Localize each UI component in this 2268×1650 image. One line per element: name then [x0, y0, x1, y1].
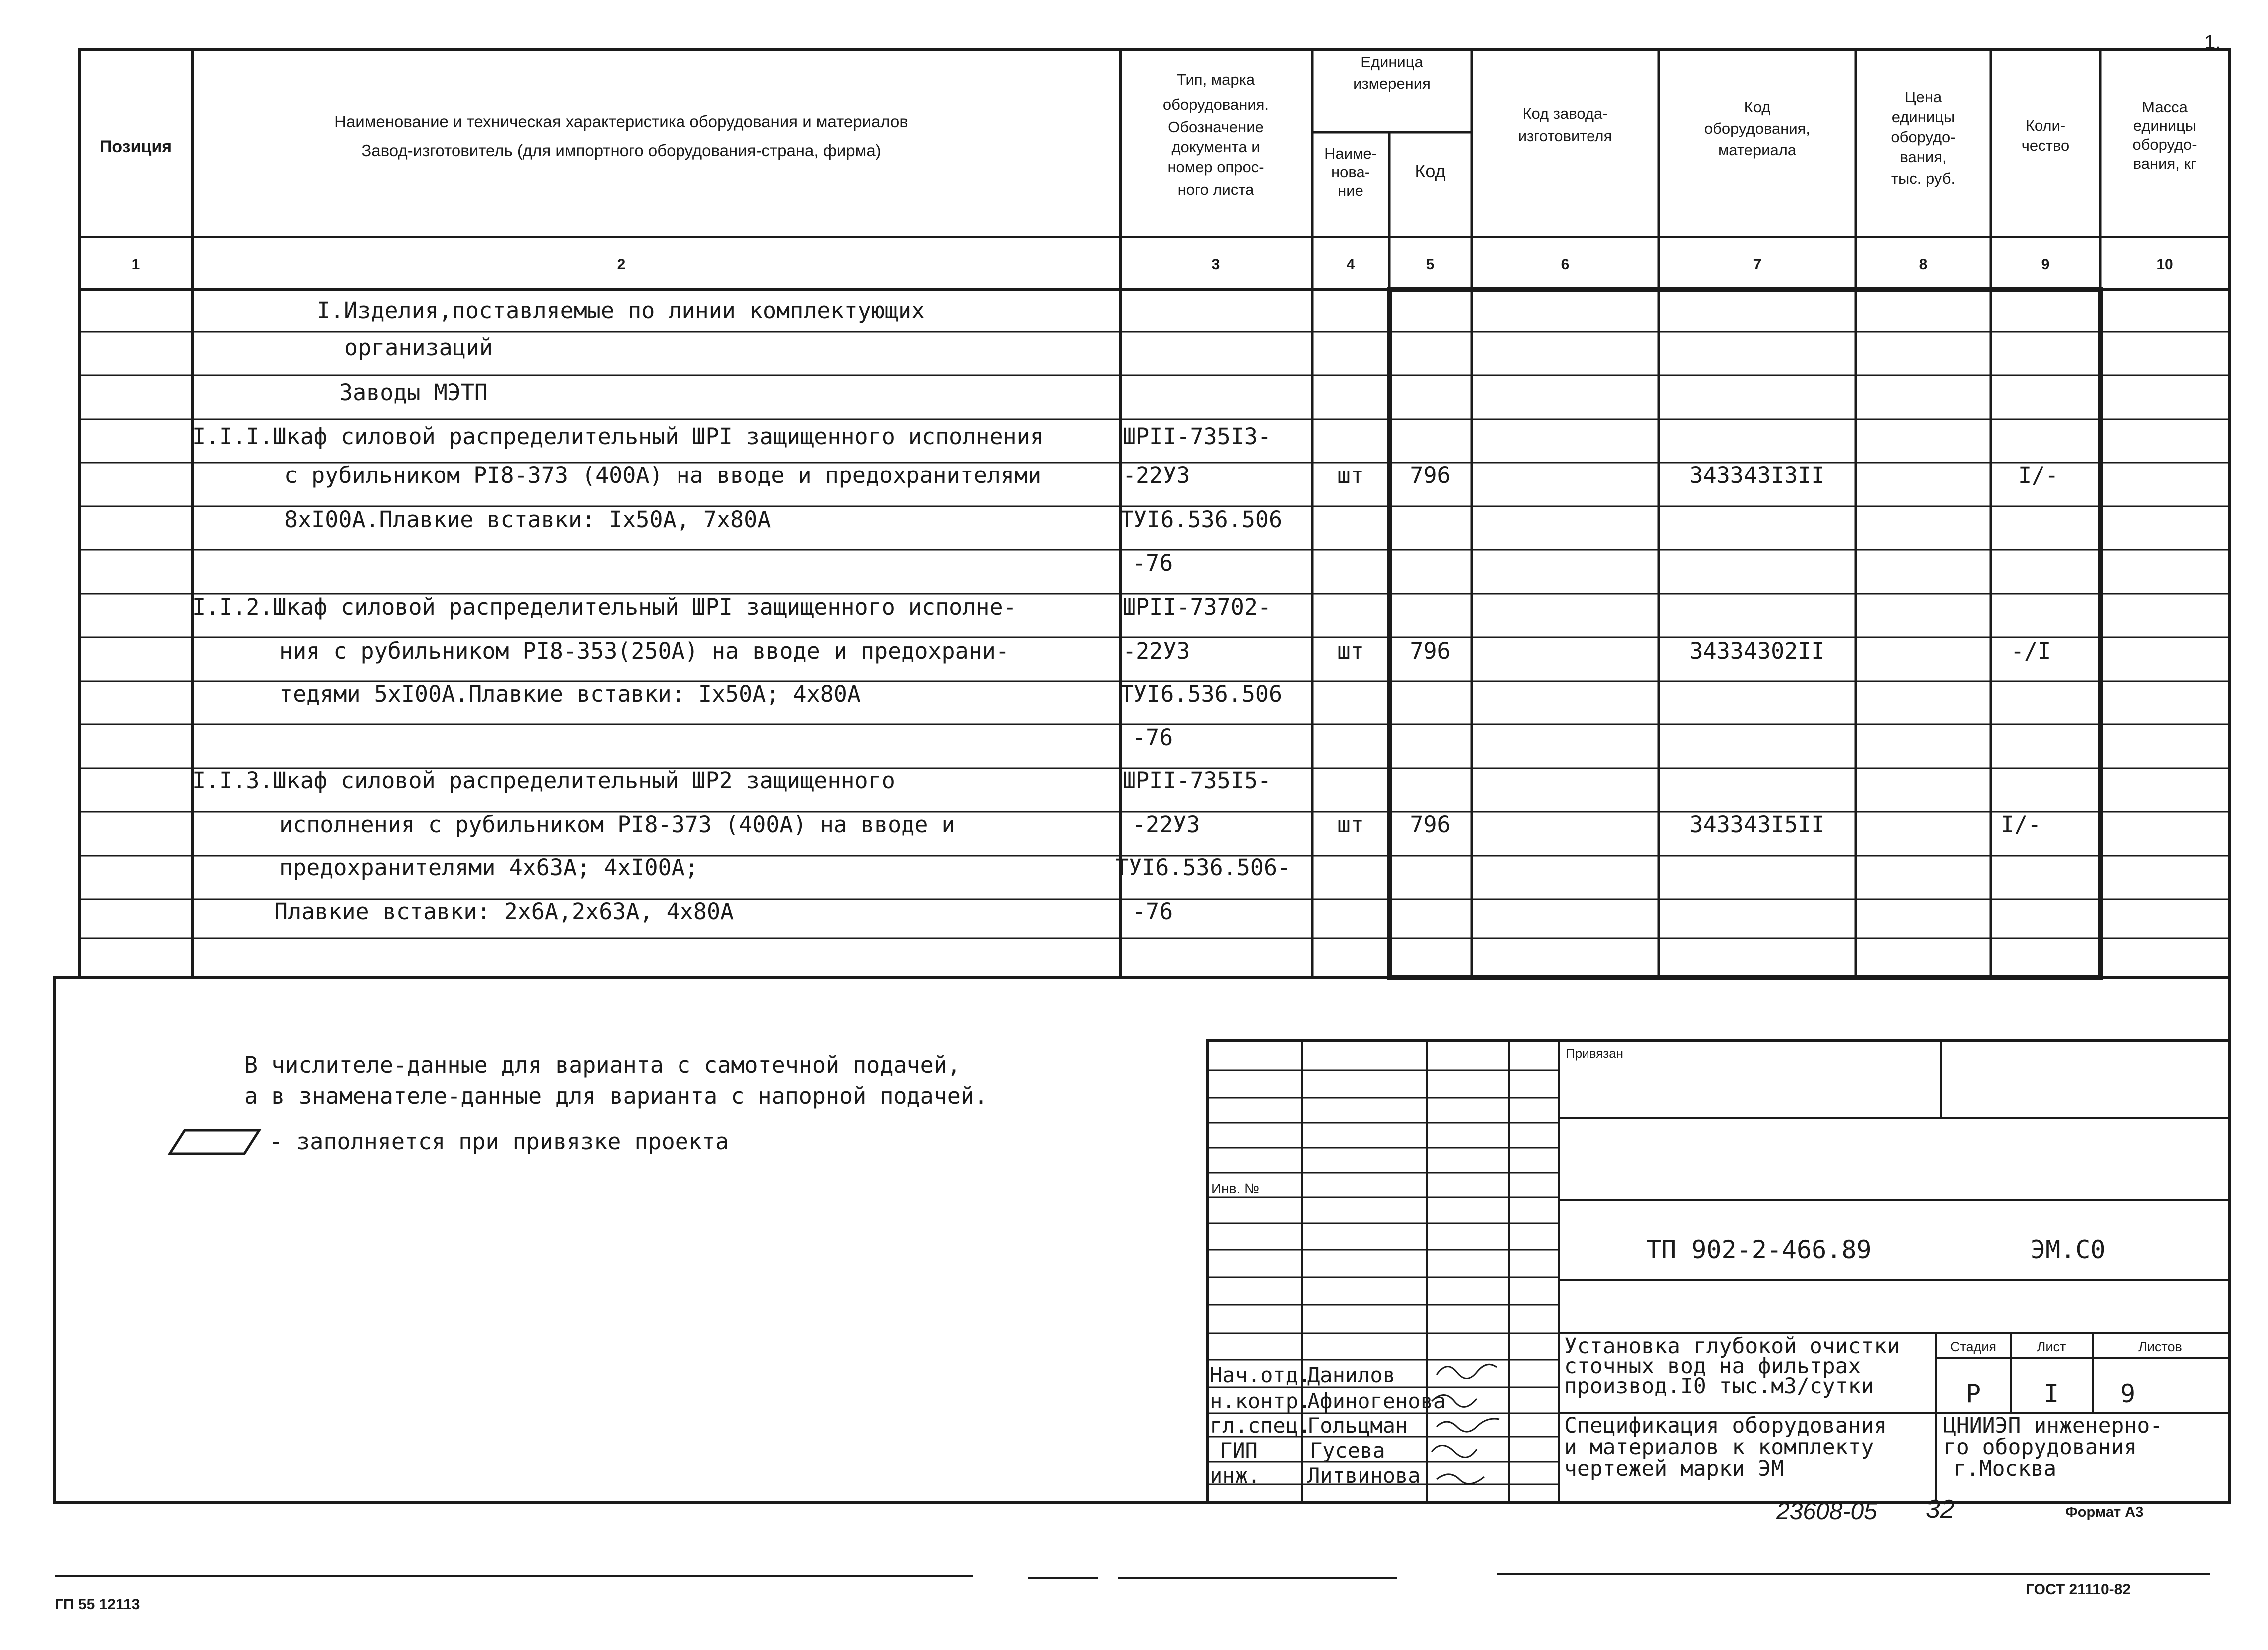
header-unit-l1: Единица	[1361, 53, 1423, 71]
sig-1-name: Данилов	[1307, 1363, 1396, 1387]
header-type-l6: ного листа	[1177, 181, 1254, 198]
header-qty-l1: Коли-	[2025, 117, 2066, 134]
row-3-name: Заводы МЭТП	[339, 379, 488, 406]
stage-value: Р	[1965, 1379, 1981, 1408]
row-9-code: 796	[1410, 638, 1451, 664]
sig-4-name: Гусева	[1310, 1438, 1385, 1463]
header-type-l3: Обозначение	[1168, 118, 1264, 136]
inv-no-label: Инв. №	[1211, 1181, 1260, 1196]
header-mass-l1: Масса	[2142, 98, 2188, 116]
title-line-2: сточных вод на фильтрах	[1564, 1354, 1861, 1379]
row-13-type: -22У3	[1133, 811, 1200, 838]
sig-5-role: инж.	[1210, 1463, 1261, 1488]
subtitle-line-1: Спецификация оборудования	[1564, 1414, 1887, 1438]
col-number-5: 5	[1426, 256, 1435, 273]
subtitle-line-3: чертежей марки ЭМ	[1564, 1456, 1784, 1481]
col-number-6: 6	[1561, 256, 1570, 273]
header-price-l5: тыс. руб.	[1891, 170, 1956, 187]
col-number-1: 1	[131, 256, 140, 273]
row-15-type: -76	[1133, 898, 1173, 925]
row-9-type: -22У3	[1123, 638, 1190, 664]
header-type-l2: оборудования.	[1162, 96, 1269, 113]
privyazan-label: Привязан	[1566, 1046, 1624, 1061]
header-mass-l2: единицы	[2133, 117, 2197, 134]
header-factory-code-l1: Код завода-	[1522, 105, 1608, 122]
sheets-value: 9	[2120, 1379, 2136, 1408]
header-unitname-l2: нова-	[1331, 163, 1370, 181]
row-7-type: -76	[1133, 550, 1173, 576]
note-line-1: В числителе-данные для варианта с самотечной подачей,	[244, 1052, 961, 1078]
header-price-l3: оборудо-	[1891, 128, 1956, 146]
corner-mark: 1.	[2204, 31, 2221, 53]
sig-5-name: Литвинова	[1307, 1463, 1421, 1488]
row-5-code: 796	[1410, 462, 1451, 488]
header-unitname-l1: Наиме-	[1324, 145, 1377, 162]
row-9-equip-code: 34334302II	[1689, 638, 1825, 664]
header-type-l4: документа и	[1171, 138, 1260, 156]
header-name-line1: Наименование и техническая характеристика оборудования и материалов	[334, 112, 908, 131]
sig-3-role: гл.спец.	[1210, 1414, 1311, 1438]
header-unit-l2: измерения	[1353, 75, 1431, 92]
header-equip-code-l1: Код	[1744, 98, 1771, 116]
stage-label: Стадия	[1950, 1339, 1997, 1354]
col-number-8: 8	[1919, 256, 1928, 273]
header-price-l2: единицы	[1891, 108, 1955, 126]
note-line-2: а в знаменателе-данные для варианта с напорной подачей.	[244, 1083, 988, 1109]
header-equip-code-l2: оборудования,	[1704, 120, 1811, 137]
header-unitname-l3: ние	[1338, 182, 1363, 199]
sig-4-role: ГИП	[1220, 1438, 1258, 1463]
row-13-qty: I/-	[2001, 811, 2041, 838]
row-1-name: I.Изделия,поставляемые по линии комплектующих	[317, 297, 925, 324]
row-5-type: -22У3	[1123, 462, 1190, 488]
binding-legend-shape	[170, 1130, 259, 1154]
row-14-name: предохранителями 4x63А; 4xI00А;	[279, 854, 698, 881]
row-12-type: ШРII-735I5-	[1123, 767, 1272, 794]
row-5-name: с рубильником РI8-373 (400А) на вводе и предохранителями	[284, 462, 1042, 488]
header-type-l5: номер опрос-	[1167, 158, 1264, 176]
header-mass-l4: вания, кг	[2133, 155, 2197, 172]
org-line-3: г.Москва	[1953, 1456, 2057, 1481]
row-9-name: ния с рубильником РI8-353(250А) на вводе и предохрани-	[279, 638, 1009, 664]
sheets-label: Листов	[2138, 1339, 2182, 1354]
col-number-7: 7	[1753, 256, 1762, 273]
sheet-value: I	[2043, 1379, 2059, 1408]
handwritten-number: 23608-05	[1776, 1498, 1877, 1525]
row-13-unit: шт	[1337, 811, 1364, 838]
row-14-type: ТУI6.536.506-	[1115, 854, 1291, 881]
row-12-name: I.I.3.Шкаф силовой распределительный ШР2 защищенного	[192, 767, 895, 794]
row-13-code: 796	[1410, 811, 1451, 838]
org-line-1: ЦНИИЭП инженерно-	[1943, 1414, 2163, 1438]
title-line-1: Установка глубокой очистки	[1564, 1334, 1900, 1359]
row-6-name: 8xI00А.Плавкие вставки: Ix50А, 7x80А	[284, 506, 771, 533]
row-4-name: I.I.I.Шкаф силовой распределительный ШРI защищенного исполнения	[192, 423, 1044, 450]
sig-3-name: Гольцман	[1307, 1414, 1408, 1438]
col-number-2: 2	[617, 256, 626, 273]
header-position: Позиция	[99, 137, 172, 156]
row-5-qty: I/-	[2018, 462, 2059, 488]
sheet-label: Лист	[2037, 1339, 2066, 1354]
row-4-type: ШРII-735I3-	[1123, 423, 1272, 450]
row-2-name: организаций	[344, 334, 493, 361]
header-price-l1: Цена	[1904, 88, 1942, 106]
row-10-type: ТУI6.536.506	[1120, 681, 1283, 707]
row-8-type: ШРII-73702-	[1123, 594, 1272, 620]
title-line-3: производ.I0 тыс.м3/сутки	[1564, 1374, 1874, 1399]
sig-2-name: Афиногенова	[1307, 1389, 1446, 1413]
row-9-qty: -/I	[2011, 638, 2051, 664]
subtitle-line-2: и материалов к комплекту	[1564, 1435, 1874, 1460]
col-number-3: 3	[1211, 256, 1220, 273]
doc-mark: ЭМ.С0	[2031, 1235, 2106, 1264]
col-number-4: 4	[1346, 256, 1355, 273]
col-number-9: 9	[2041, 256, 2050, 273]
row-9-unit: шт	[1337, 638, 1364, 664]
row-5-equip-code: 343343I3II	[1689, 462, 1825, 488]
header-code: Код	[1415, 161, 1446, 181]
header-factory-code-l2: изготовителя	[1518, 127, 1612, 145]
header-price-l4: вания,	[1900, 148, 1947, 166]
binding-frame	[1389, 289, 2100, 978]
header-equip-code-l3: материала	[1718, 141, 1797, 159]
header-mass-l3: оборудо-	[2132, 136, 2197, 153]
row-15-name: Плавкие вставки: 2x6А,2x63А, 4x80А	[274, 898, 734, 925]
org-line-2: го оборудования	[1943, 1435, 2137, 1460]
gost-label: ГОСТ 21110-82	[2026, 1581, 2131, 1598]
sig-2-role: н.контр.	[1210, 1389, 1311, 1413]
row-11-type: -76	[1133, 724, 1173, 751]
header-name-line2: Завод-изготовитель (для импортного оборудования-страна, фирма)	[361, 141, 881, 160]
format-label: Формат А3	[2065, 1504, 2144, 1520]
note-line-3: - заполняется при привязке проекта	[269, 1128, 729, 1155]
row-6-type: ТУI6.536.506	[1120, 506, 1283, 533]
row-5-unit: шт	[1337, 462, 1364, 488]
header-qty-l2: чество	[2021, 137, 2070, 154]
header-type-l1: Тип, марка	[1176, 71, 1255, 88]
row-13-name: исполнения с рубильником РI8-373 (400А) на вводе и	[279, 811, 955, 838]
row-13-equip-code: 343343I5II	[1689, 811, 1825, 838]
col-number-10: 10	[2156, 256, 2173, 273]
doc-code: ТП 902-2-466.89	[1646, 1235, 1872, 1264]
footer-left-code: ГП 55 12113	[55, 1596, 140, 1613]
handwritten-page: 32	[1926, 1495, 1955, 1524]
row-8-name: I.I.2.Шкаф силовой распределительный ШРI защищенного исполне-	[192, 594, 1017, 620]
sig-1-role: Нач.отд.	[1210, 1363, 1311, 1387]
row-10-name: тедями 5xI00А.Плавкие вставки: Ix50А; 4x80А	[279, 681, 861, 707]
